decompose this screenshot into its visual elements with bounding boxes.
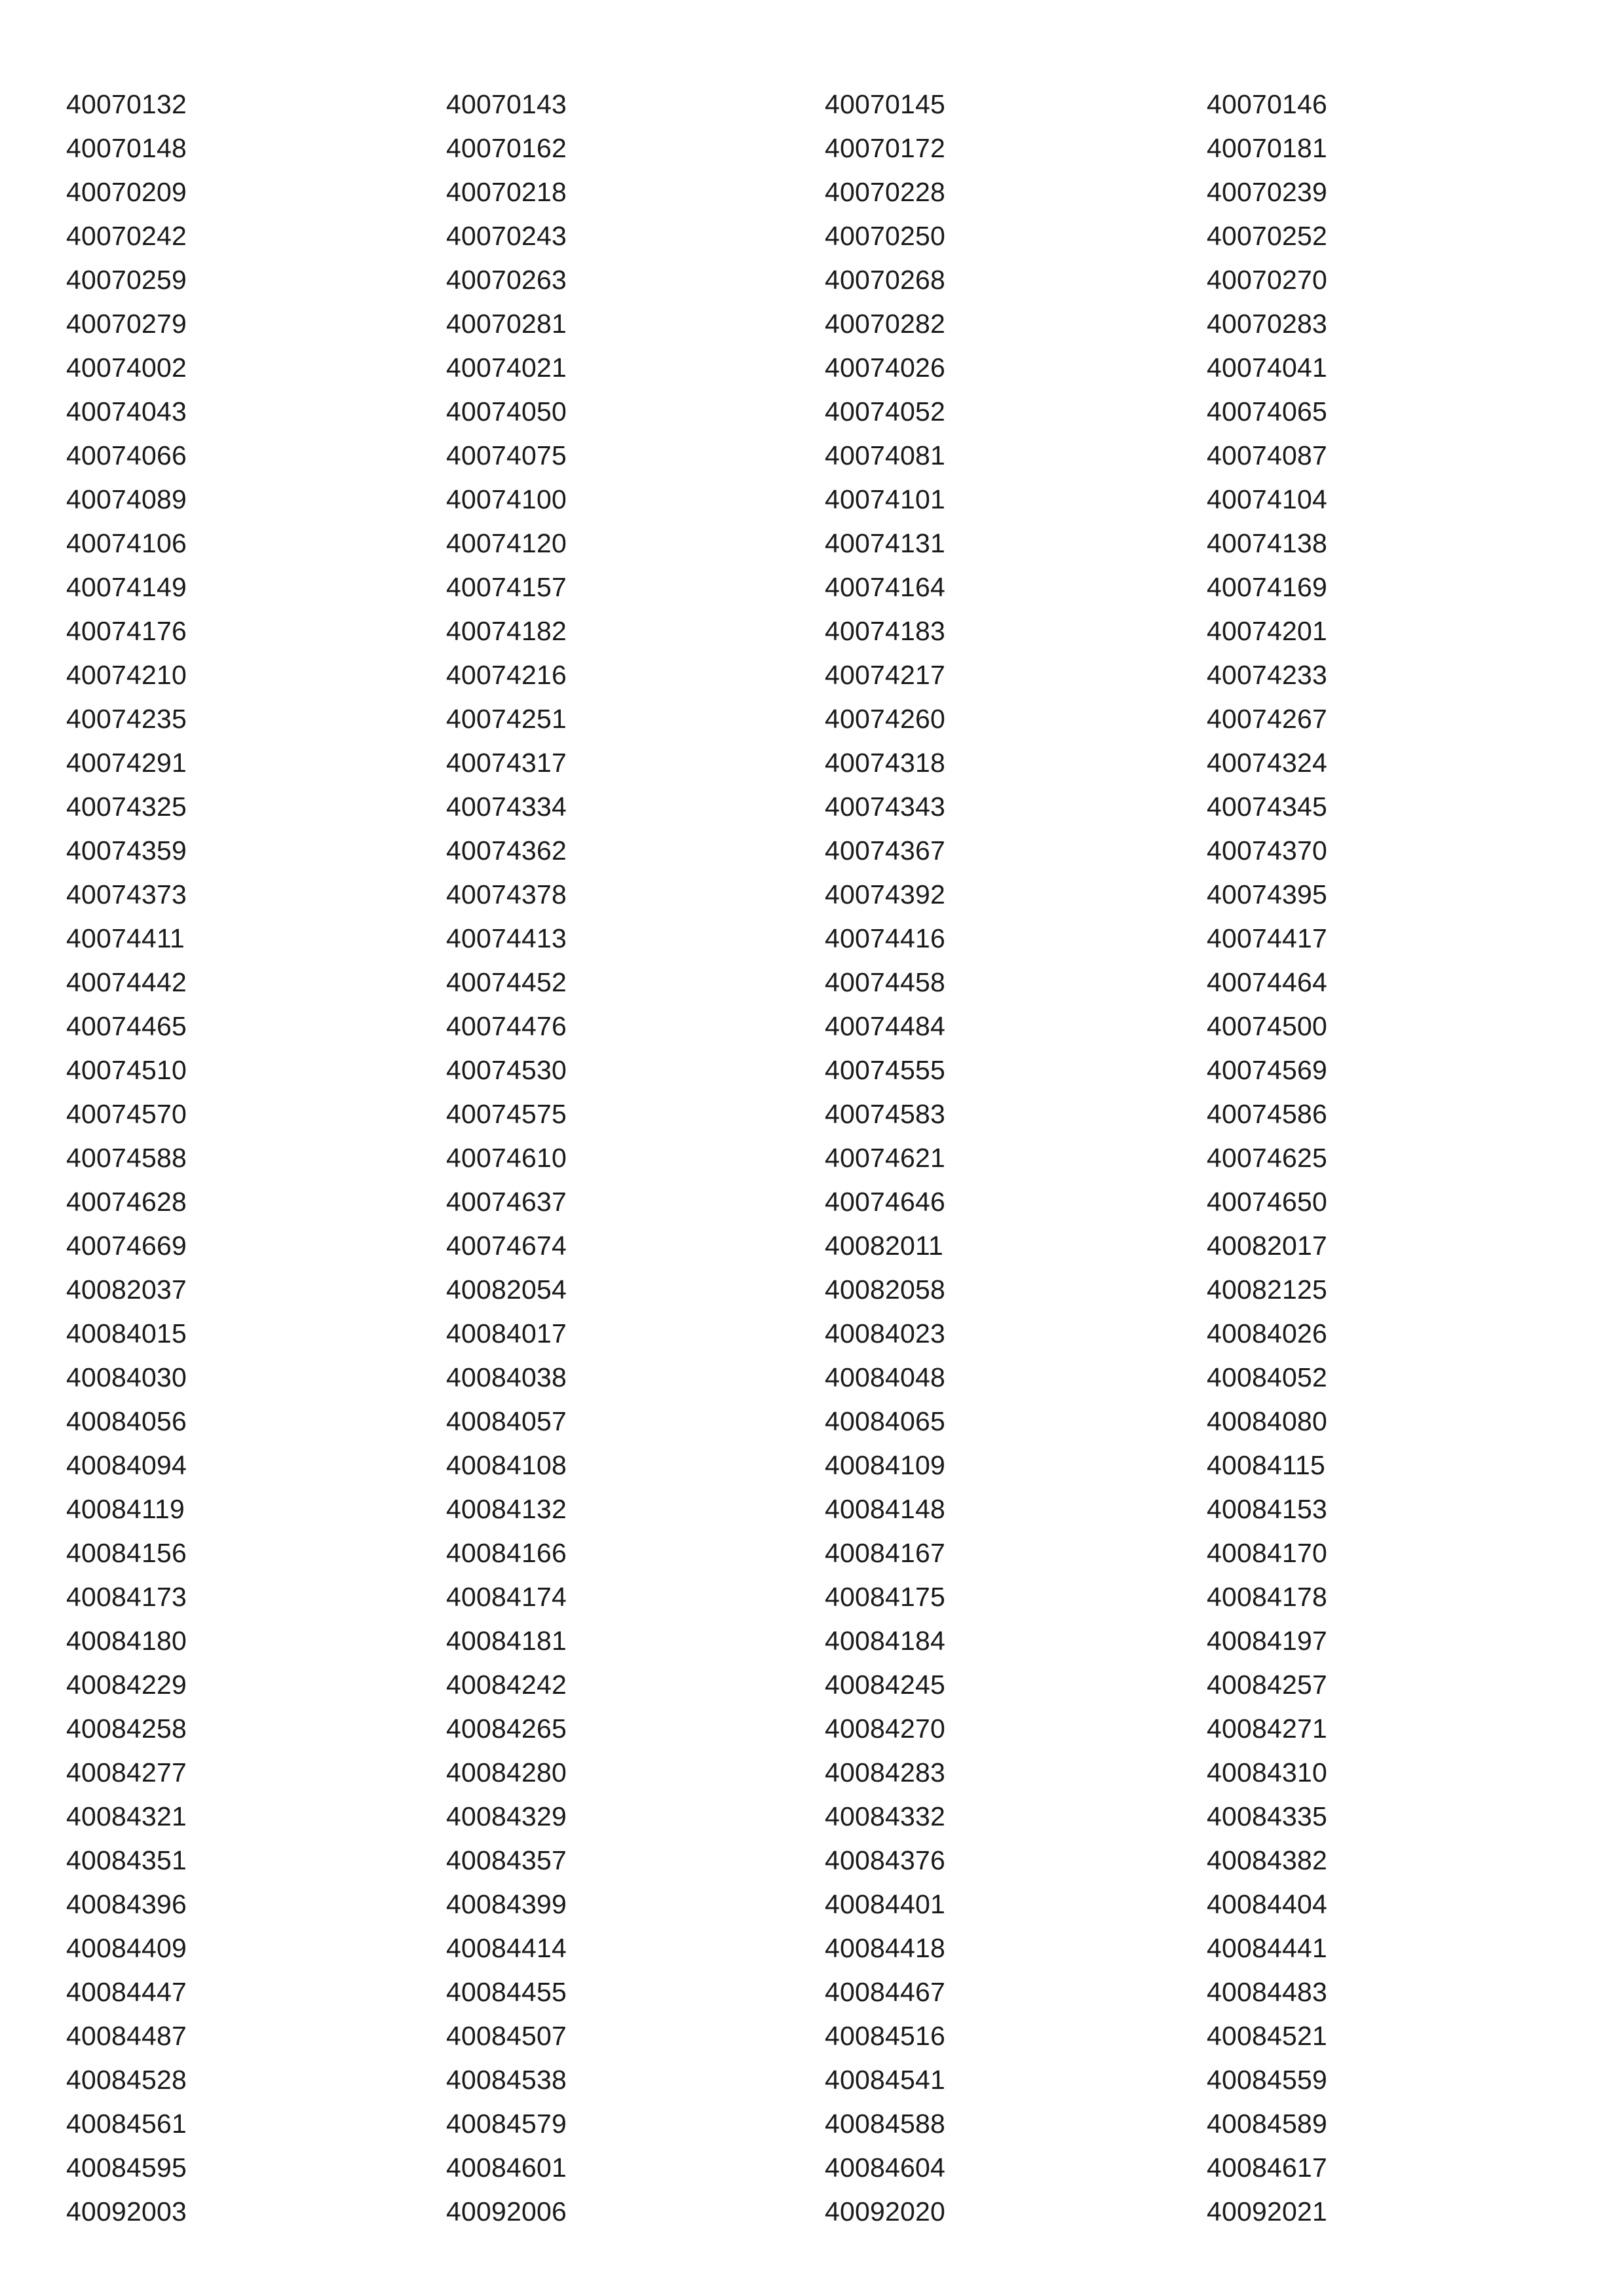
number-entry: 40084467 (825, 1977, 946, 2007)
number-entry: 40084521 (1207, 2021, 1328, 2051)
number-entry: 40084538 (446, 2065, 567, 2095)
number-entry: 40084487 (66, 2021, 187, 2051)
number-entry: 40074260 (825, 704, 946, 734)
number-entry: 40084541 (825, 2065, 946, 2095)
number-entry: 40084115 (1207, 1450, 1325, 1480)
number-entry: 40074359 (66, 835, 187, 866)
number-entry: 40074625 (1207, 1143, 1328, 1173)
number-entry: 40074201 (1207, 616, 1328, 646)
number-entry: 40084329 (446, 1801, 567, 1831)
number-entry: 40084399 (446, 1889, 567, 1919)
number-entry: 40074318 (825, 748, 946, 778)
number-entry: 40074104 (1207, 484, 1328, 514)
number-entry: 40070259 (66, 265, 187, 295)
number-entry: 40074267 (1207, 704, 1328, 734)
number-entry: 40084441 (1207, 1933, 1328, 1963)
number-entry: 40084197 (1207, 1626, 1328, 1656)
number-entry: 40084181 (446, 1626, 567, 1656)
number-entry: 40074216 (446, 660, 567, 690)
number-entry: 40074021 (446, 353, 567, 383)
number-entry: 40084180 (66, 1626, 187, 1656)
number-entry: 40074065 (1207, 396, 1328, 427)
number-entry: 40074570 (66, 1099, 187, 1129)
number-entry: 40084357 (446, 1845, 567, 1875)
number-entry: 40084516 (825, 2021, 946, 2051)
number-entry: 40074370 (1207, 835, 1328, 866)
number-entry: 40074052 (825, 396, 946, 427)
number-entry: 40074413 (446, 923, 567, 953)
number-entry: 40084166 (446, 1538, 567, 1568)
number-entry: 40074458 (825, 967, 946, 997)
number-entry: 40074637 (446, 1187, 567, 1217)
number-entry: 40082037 (66, 1274, 187, 1305)
number-entry: 40084588 (825, 2109, 946, 2139)
number-entry: 40084148 (825, 1494, 946, 1524)
number-entry: 40074217 (825, 660, 946, 690)
number-entry: 40084026 (1207, 1318, 1328, 1349)
number-entry: 40074157 (446, 572, 567, 602)
number-entry: 40084015 (66, 1318, 187, 1349)
number-entry: 40084258 (66, 1713, 187, 1744)
number-entry: 40084559 (1207, 2065, 1328, 2095)
number-entry: 40074131 (825, 528, 946, 558)
number-entry: 40070282 (825, 309, 946, 339)
number-entry: 40074081 (825, 440, 946, 470)
number-entry: 40084335 (1207, 1801, 1328, 1831)
number-entry: 40074555 (825, 1055, 946, 1085)
number-entry: 40084280 (446, 1757, 567, 1788)
number-entry: 40084579 (446, 2109, 567, 2139)
number-entry: 40084109 (825, 1450, 946, 1480)
number-entry: 40084132 (446, 1494, 567, 1524)
number-entry: 40070172 (825, 133, 946, 163)
number-entry: 40084052 (1207, 1362, 1328, 1392)
number-entry: 40074183 (825, 616, 946, 646)
number-entry: 40084257 (1207, 1670, 1328, 1700)
number-entry: 40070209 (66, 177, 187, 207)
number-entry: 40074106 (66, 528, 187, 558)
number-entry: 40074588 (66, 1143, 187, 1173)
number-entry: 40074041 (1207, 353, 1328, 383)
number-entry: 40074343 (825, 792, 946, 822)
number-entry: 40084173 (66, 1582, 187, 1612)
number-entry: 40092020 (825, 2196, 946, 2227)
number-entry: 40074120 (446, 528, 567, 558)
number-entry: 40084483 (1207, 1977, 1328, 2007)
number-entry: 40084418 (825, 1933, 946, 1963)
number-entry: 40074646 (825, 1187, 946, 1217)
number-entry: 40074324 (1207, 748, 1328, 778)
number-entry: 40084589 (1207, 2109, 1328, 2139)
number-entry: 40074169 (1207, 572, 1328, 602)
number-entry: 40084178 (1207, 1582, 1328, 1612)
number-entry: 40084170 (1207, 1538, 1328, 1568)
number-entry: 40074395 (1207, 879, 1328, 909)
number-entry: 40074586 (1207, 1099, 1328, 1129)
number-entry: 40084376 (825, 1845, 946, 1875)
number-entry: 40070279 (66, 309, 187, 339)
number-entry: 40084396 (66, 1889, 187, 1919)
number-entry: 40084023 (825, 1318, 946, 1349)
number-entry: 40084604 (825, 2152, 946, 2183)
number-entry: 40084167 (825, 1538, 946, 1568)
number-entry: 40074583 (825, 1099, 946, 1129)
number-entry: 40084271 (1207, 1713, 1328, 1744)
number-entry: 40074669 (66, 1231, 187, 1261)
number-entry: 40070181 (1207, 133, 1328, 163)
number-entry: 40084119 (66, 1494, 185, 1524)
number-entry: 40074101 (825, 484, 946, 514)
number-entry: 40074452 (446, 967, 567, 997)
number-entry: 40084153 (1207, 1494, 1328, 1524)
number-entry: 40074100 (446, 484, 567, 514)
number-entry: 40074075 (446, 440, 567, 470)
number-entry: 40074089 (66, 484, 187, 514)
number-entry: 40084245 (825, 1670, 946, 1700)
number-entry: 40084174 (446, 1582, 567, 1612)
number-entry: 40084265 (446, 1713, 567, 1744)
number-entry: 40074465 (66, 1011, 187, 1041)
number-entry: 40074066 (66, 440, 187, 470)
number-entry: 40070218 (446, 177, 567, 207)
number-entry: 40084017 (446, 1318, 567, 1349)
number-entry: 40074317 (446, 748, 567, 778)
number-entry: 40074210 (66, 660, 187, 690)
number-entry: 40070162 (446, 133, 567, 163)
number-entry: 40074345 (1207, 792, 1328, 822)
number-entry: 40084404 (1207, 1889, 1328, 1919)
number-entry: 40074621 (825, 1143, 946, 1173)
number-entry: 40070252 (1207, 221, 1328, 251)
number-entry: 40084382 (1207, 1845, 1328, 1875)
number-entry: 40084270 (825, 1713, 946, 1744)
number-entry: 40084242 (446, 1670, 567, 1700)
number-entry: 40074575 (446, 1099, 567, 1129)
number-entry: 40084156 (66, 1538, 187, 1568)
number-entry: 40084283 (825, 1757, 946, 1788)
number-entry: 40070148 (66, 133, 187, 163)
number-entry: 40082017 (1207, 1231, 1328, 1261)
number-entry: 40082054 (446, 1274, 567, 1305)
number-entry: 40070146 (1207, 89, 1328, 119)
number-entry: 40074500 (1207, 1011, 1328, 1041)
number-entry: 40070283 (1207, 309, 1328, 339)
number-entry: 40074530 (446, 1055, 567, 1085)
number-entry: 40074362 (446, 835, 567, 866)
number-entry: 40074569 (1207, 1055, 1328, 1085)
number-entry: 40084595 (66, 2152, 187, 2183)
number-entry: 40084414 (446, 1933, 567, 1963)
number-entry: 40070250 (825, 221, 946, 251)
number-entry: 40070228 (825, 177, 946, 207)
number-entry: 40074392 (825, 879, 946, 909)
number-entry: 40092021 (1207, 2196, 1328, 2227)
number-entry: 40082011 (825, 1231, 943, 1261)
number-entry: 40084277 (66, 1757, 187, 1788)
number-entry: 40070132 (66, 89, 187, 119)
number-entry: 40082058 (825, 1274, 946, 1305)
number-entry: 40084175 (825, 1582, 946, 1612)
number-entry: 40084455 (446, 1977, 567, 2007)
number-entry: 40074050 (446, 396, 567, 427)
number-entry: 40074176 (66, 616, 187, 646)
number-entry: 40074325 (66, 792, 187, 822)
number-entry: 40074416 (825, 923, 946, 953)
number-list-grid (66, 83, 1507, 2234)
number-entry: 40074043 (66, 396, 187, 427)
number-entry: 40070263 (446, 265, 567, 295)
number-entry: 40070281 (446, 309, 567, 339)
number-entry: 40074334 (446, 792, 567, 822)
number-entry: 40070143 (446, 89, 567, 119)
number-entry: 40084094 (66, 1450, 187, 1480)
number-entry: 40084108 (446, 1450, 567, 1480)
number-entry: 40084065 (825, 1406, 946, 1436)
number-entry: 40074484 (825, 1011, 946, 1041)
number-entry: 40070145 (825, 89, 946, 119)
number-entry: 40074628 (66, 1187, 187, 1217)
number-entry: 40084229 (66, 1670, 187, 1700)
number-entry: 40084056 (66, 1406, 187, 1436)
number-entry: 40074235 (66, 704, 187, 734)
number-entry: 40084332 (825, 1801, 946, 1831)
number-entry: 40074378 (446, 879, 567, 909)
number-entry: 40070243 (446, 221, 567, 251)
number-entry: 40084030 (66, 1362, 187, 1392)
number-entry: 40084080 (1207, 1406, 1328, 1436)
number-entry: 40074138 (1207, 528, 1328, 558)
number-entry: 40070268 (825, 265, 946, 295)
number-entry: 40074510 (66, 1055, 187, 1085)
number-entry: 40074233 (1207, 660, 1328, 690)
number-entry: 40074464 (1207, 967, 1328, 997)
number-entry: 40074650 (1207, 1187, 1328, 1217)
number-entry: 40070270 (1207, 265, 1328, 295)
number-entry: 40074373 (66, 879, 187, 909)
number-entry: 40074149 (66, 572, 187, 602)
number-entry: 40074367 (825, 835, 946, 866)
number-entry: 40084048 (825, 1362, 946, 1392)
number-entry: 40074291 (66, 748, 187, 778)
number-entry: 40074674 (446, 1231, 567, 1261)
number-entry: 40092006 (446, 2196, 567, 2227)
number-entry: 40084321 (66, 1801, 187, 1831)
number-entry: 40084057 (446, 1406, 567, 1436)
number-entry: 40074087 (1207, 440, 1328, 470)
number-entry: 40074002 (66, 353, 187, 383)
number-entry: 40092003 (66, 2196, 187, 2227)
number-entry: 40084617 (1207, 2152, 1328, 2183)
number-entry: 40082125 (1207, 1274, 1328, 1305)
number-entry: 40084601 (446, 2152, 567, 2183)
number-entry: 40074164 (825, 572, 946, 602)
number-entry: 40084401 (825, 1889, 946, 1919)
number-entry: 40070239 (1207, 177, 1328, 207)
number-entry: 40084184 (825, 1626, 946, 1656)
number-entry: 40074251 (446, 704, 567, 734)
number-entry: 40084528 (66, 2065, 187, 2095)
number-entry: 40074442 (66, 967, 187, 997)
number-entry: 40084038 (446, 1362, 567, 1392)
number-entry: 40074417 (1207, 923, 1328, 953)
number-entry: 40074610 (446, 1143, 567, 1173)
number-entry: 40084351 (66, 1845, 187, 1875)
number-entry: 40084310 (1207, 1757, 1328, 1788)
number-entry: 40074026 (825, 353, 946, 383)
number-entry: 40070242 (66, 221, 187, 251)
number-entry: 40074411 (66, 923, 185, 953)
number-entry: 40074476 (446, 1011, 567, 1041)
number-entry: 40084507 (446, 2021, 567, 2051)
number-entry: 40084409 (66, 1933, 187, 1963)
number-entry: 40084561 (66, 2109, 187, 2139)
number-entry: 40074182 (446, 616, 567, 646)
number-entry: 40084447 (66, 1977, 187, 2007)
